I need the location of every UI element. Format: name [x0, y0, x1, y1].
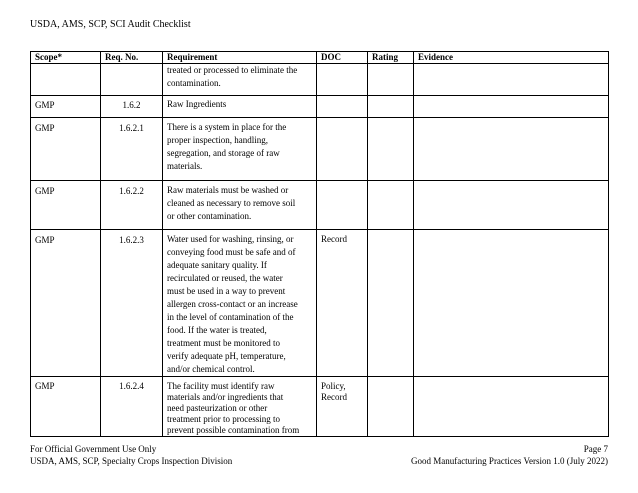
cell-rating [368, 377, 414, 437]
cell-req-no: 1.6.2 [101, 96, 163, 118]
footer-left [30, 443, 232, 467]
cell-evidence [414, 377, 609, 437]
cell-requirement [163, 181, 317, 230]
document-version: Good Manufacturing Practices Version 1.0 (July 2022) [410, 456, 608, 466]
page-number: Page 7 [583, 444, 608, 454]
cell-rating [368, 64, 414, 96]
cell-evidence [414, 96, 609, 118]
requirement-line: The facility must identify raw [167, 381, 275, 391]
cell-requirement [163, 377, 317, 437]
requirement-line: verify adequate pH, temperature, [167, 351, 286, 361]
cell-doc [317, 377, 368, 437]
cell-evidence [414, 118, 609, 181]
requirement-line: recirculated or reused, the water [167, 273, 283, 283]
column-header-evidence: Evidence [414, 52, 609, 64]
requirement-line: Raw Ingredients [167, 99, 227, 109]
column-header-doc: DOC [317, 52, 368, 64]
cell-doc [317, 181, 368, 230]
requirement-line: Water used for washing, rinsing, or [167, 234, 294, 244]
cell-req-no [101, 64, 163, 96]
requirement-line: treated or processed to eliminate the [167, 65, 298, 75]
doc-line: Record [321, 234, 347, 244]
requirement-line: materials. [167, 161, 203, 171]
requirement-line: in the level of contamination of the [167, 312, 294, 322]
requirement-line: treatment prior to processing to [167, 414, 280, 424]
cell-scope: GMP [31, 181, 101, 230]
cell-req-no: 1.6.2.4 [101, 377, 163, 437]
audit-checklist-table [30, 51, 609, 437]
requirement-line: There is a system in place for the [167, 122, 287, 132]
column-header-req-no: Req. No. [101, 52, 163, 64]
cell-doc [317, 230, 368, 377]
cell-doc [317, 64, 368, 96]
table-row [31, 181, 609, 230]
requirement-line: segregation, and storage of raw [167, 148, 280, 158]
cell-rating [368, 96, 414, 118]
table-row [31, 96, 609, 118]
requirement-line: conveying food must be safe and of [167, 247, 296, 257]
table-row [31, 64, 609, 96]
cell-req-no: 1.6.2.1 [101, 118, 163, 181]
cell-rating [368, 181, 414, 230]
requirement-line: food. If the water is treated, [167, 325, 267, 335]
cell-scope: GMP [31, 377, 101, 437]
table-row [31, 377, 609, 437]
requirement-line: adequate sanitary quality. If [167, 260, 267, 270]
requirement-line: need pasteurization or other [167, 403, 268, 413]
cell-req-no: 1.6.2.3 [101, 230, 163, 377]
document-header: USDA, AMS, SCP, SCI Audit Checklist [30, 19, 191, 30]
requirement-line: cleaned as necessary to remove soil [167, 198, 296, 208]
column-header-scope: Scope* [31, 52, 101, 64]
footer-classification: For Official Government Use Only [30, 444, 157, 454]
cell-scope: GMP [31, 96, 101, 118]
cell-scope [31, 64, 101, 96]
cell-requirement [163, 118, 317, 181]
requirement-line: prevent possible contamination from [167, 425, 300, 435]
footer-right [411, 443, 608, 467]
footer-agency: USDA, AMS, SCP, Specialty Crops Inspection Division [30, 456, 233, 466]
column-header-requirement: Requirement [163, 52, 317, 64]
requirement-line: allergen cross-contact or an increase [167, 299, 298, 309]
cell-requirement [163, 64, 317, 96]
cell-scope: GMP [31, 230, 101, 377]
requirement-line: Raw materials must be washed or [167, 185, 289, 195]
cell-doc [317, 118, 368, 181]
requirement-line: proper inspection, handling, [167, 135, 268, 145]
cell-evidence [414, 230, 609, 377]
cell-scope: GMP [31, 118, 101, 181]
cell-req-no: 1.6.2.2 [101, 181, 163, 230]
cell-requirement [163, 230, 317, 377]
requirement-line: and/or chemical control. [167, 364, 255, 374]
cell-doc [317, 96, 368, 118]
doc-line: Policy, [321, 381, 346, 391]
doc-line: Record [321, 392, 347, 402]
table-header-row [31, 52, 609, 64]
requirement-line: treatment must be monitored to [167, 338, 280, 348]
table-row [31, 230, 609, 377]
requirement-line: must be used in a way to prevent [167, 286, 286, 296]
cell-rating [368, 230, 414, 377]
cell-rating [368, 118, 414, 181]
cell-requirement [163, 96, 317, 118]
column-header-rating: Rating [368, 52, 414, 64]
cell-evidence [414, 64, 609, 96]
requirement-line: contamination. [167, 78, 221, 88]
requirement-line: or other contamination. [167, 211, 252, 221]
cell-evidence [414, 181, 609, 230]
requirement-line: materials and/or ingredients that [167, 392, 284, 402]
table-row [31, 118, 609, 181]
